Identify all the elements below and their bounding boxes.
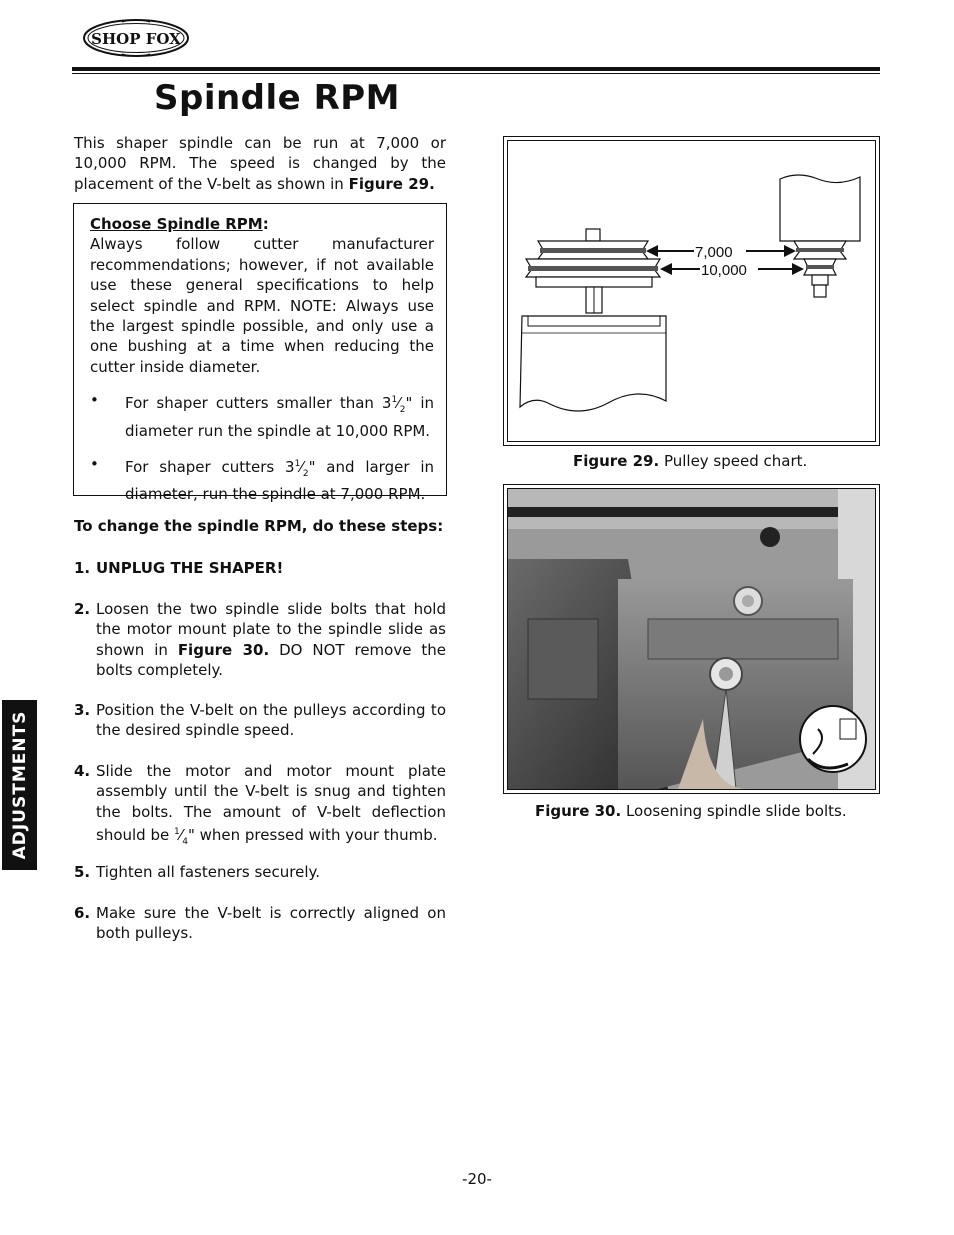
bullet-1-pre: For shaper cutters smaller than 3: [125, 394, 392, 413]
figure-30-caption-text: Loosening spindle slide bolts.: [621, 802, 847, 820]
step-number: 5.: [74, 863, 91, 881]
intro-figure-ref: Figure 29.: [348, 174, 435, 193]
figure-29-caption-text: Pulley speed chart.: [659, 452, 808, 470]
intro-paragraph: [74, 133, 446, 194]
figure-30-caption-ref: Figure 30.: [535, 802, 622, 820]
figure-30-frame: [503, 484, 880, 794]
page-title: Spindle RPM: [154, 78, 401, 118]
section-tab: [2, 700, 37, 870]
figure-29-frame: [503, 136, 880, 446]
step-figure-ref: Figure 30.: [177, 640, 270, 659]
step-text: Loosen the two spindle slide bolts that hold the motor mount plate to the spindle slide as shown in: [96, 600, 446, 659]
bullet-symbol: •: [90, 391, 99, 410]
step-2: [74, 599, 446, 681]
bullet-2-den: 2: [302, 469, 309, 480]
bullet-2-num: 1: [294, 459, 301, 470]
note-body: Always follow cutter manufacturer recommendations; however, if not available use these general specifications to help select spindle and RPM. NOTE: Always use the largest spindle possible, and only use a one bushing at a time when reducing the cutter inside diameter.: [90, 235, 434, 376]
step-3: [74, 700, 446, 741]
shop-fox-logo: [82, 16, 190, 60]
figure-29-caption-ref: Figure 29.: [573, 452, 660, 470]
step-frac-den: 4: [182, 837, 188, 848]
step-number: 3.: [74, 701, 91, 719]
bullet-2-post: " and larger in diameter, run the spindle at 7,000 RPM.: [125, 458, 434, 504]
page-number: -20-: [462, 1170, 492, 1188]
figure-30-caption: [535, 802, 847, 820]
logo-text: SHOP FOX: [91, 30, 181, 48]
step-number: 6.: [74, 904, 91, 922]
spindle-slide-photo: [508, 489, 875, 789]
step-text: Slide the motor and motor mount plate assembly until the V-belt is snug and tighten the bolts. The amount of V-belt deflection should be: [96, 762, 446, 845]
step-text: " when pressed with your thumb.: [187, 826, 438, 845]
spindle-rpm-note: [73, 203, 447, 504]
step-text: Make sure the V-belt is correctly aligned on both pulleys.: [96, 904, 446, 943]
pulley-speed-diagram: [508, 141, 875, 441]
step-text: Tighten all fasteners securely.: [96, 863, 320, 881]
note-bullet-2: • For shaper cutters $3^1⁄_2$" and larger in diameter, run the spindle at 7,000 RPM.: [90, 455, 434, 504]
section-tab-label: ADJUSTMENTS: [9, 710, 30, 860]
step-number: 2.: [74, 600, 91, 618]
step-1: [74, 558, 446, 578]
label-7000: 7,000: [695, 244, 733, 261]
header-rule: [72, 67, 880, 71]
step-4: 4. Slide the motor and motor mount plate assembly until the V-belt is snug and tighten the bolts. The amount of V-belt deflection should be $^1⁄_4$" when pressed with your thumb.: [74, 761, 446, 853]
intro-text: This shaper spindle can be run at 7,000 or 10,000 RPM. The speed is changed by the placement of the V-belt as shown in: [74, 134, 446, 193]
note-heading-colon: :: [262, 215, 269, 233]
step-6: [74, 903, 446, 944]
label-10000: 10,000: [701, 262, 747, 279]
step-text: DO NOT remove the bolts completely.: [96, 640, 447, 680]
bullet-1-num: 1: [391, 395, 398, 406]
bullet-symbol: •: [90, 455, 99, 474]
bullet-1-den: 2: [399, 405, 406, 416]
step-text: UNPLUG THE SHAPER!: [96, 559, 284, 577]
figure-29-caption: [573, 452, 807, 470]
step-frac-num: 1: [173, 827, 180, 838]
step-5: [74, 862, 446, 882]
steps-heading: To change the spindle RPM, do these steps:: [74, 517, 444, 535]
note-heading: Choose Spindle RPM: [90, 215, 263, 233]
note-bullet-1: • For shaper cutters smaller than $3^1⁄_2$" in diameter run the spindle at 10,000 RPM.: [90, 391, 435, 440]
header-rule-thin: [72, 73, 880, 74]
bullet-1-post: " in diameter run the spindle at 10,000 RPM.: [125, 394, 435, 440]
step-text: Position the V-belt on the pulleys according to the desired spindle speed.: [96, 701, 446, 740]
step-number: 4.: [74, 762, 91, 780]
bullet-2-pre: For shaper cutters 3: [125, 458, 295, 477]
step-number: 1.: [74, 559, 91, 577]
